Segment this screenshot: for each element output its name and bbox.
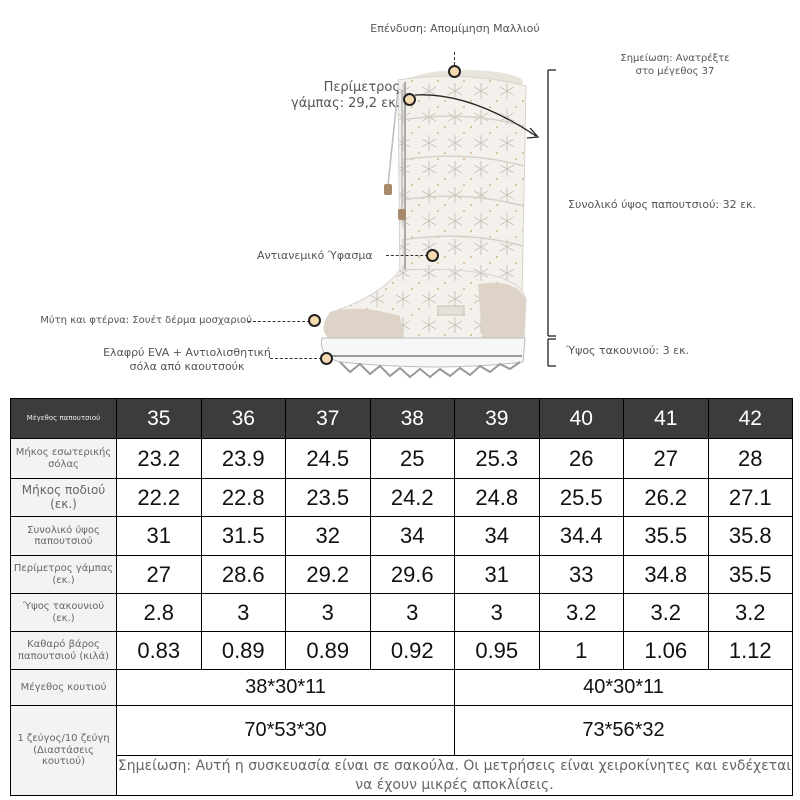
value-cell: 35.8	[708, 517, 793, 556]
value-cell: 34	[455, 517, 540, 556]
note-row	[11, 756, 793, 796]
value-cell: 33	[539, 556, 624, 594]
value-cell: 28.6	[201, 556, 286, 594]
lining-callout: Επένδυση: Απομίμηση Μαλλιού	[370, 22, 540, 35]
lining-marker	[448, 65, 461, 78]
value-cell: 31	[455, 556, 540, 594]
value-cell: 3.2	[708, 594, 793, 632]
box-size-label: Μέγεθος κουτιού	[11, 670, 117, 706]
heel-height-callout: Ύψος τακουνιού: 3 εκ.	[566, 344, 690, 357]
table-row	[11, 479, 793, 517]
value-cell: 0.89	[286, 632, 371, 670]
value-cell: 29.6	[370, 556, 455, 594]
value-cell: 32	[286, 517, 371, 556]
value-cell: 27	[624, 439, 709, 479]
row-label: Μήκος ποδιού (εκ.)	[11, 479, 117, 517]
row-label: Περίμετρος γάμπας (εκ.)	[11, 556, 117, 594]
table-row	[11, 439, 793, 479]
value-cell: 3.2	[539, 594, 624, 632]
total-height-callout: Συνολικό ύψος παπουτσιού: 32 εκ.	[568, 198, 757, 211]
toe-marker	[308, 314, 321, 327]
value-cell: 27	[117, 556, 202, 594]
value-cell: 25	[370, 439, 455, 479]
value-cell: 25.3	[455, 439, 540, 479]
value-cell: 24.2	[370, 479, 455, 517]
size-cell: 37	[286, 399, 371, 439]
sole-callout: Ελαφρύ EVA + Αντιολισθητική σόλα από καουτσούκ	[103, 346, 271, 373]
value-cell: 25.5	[539, 479, 624, 517]
table-row	[11, 632, 793, 670]
row-label: Μήκος εσωτερικής σόλας	[11, 439, 117, 479]
size-cell: 35	[117, 399, 202, 439]
value-cell: 3	[370, 594, 455, 632]
value-cell: 29.2	[286, 556, 371, 594]
box-size-value: 38*30*11	[117, 670, 455, 706]
value-cell: 1.06	[624, 632, 709, 670]
value-cell: 26.2	[624, 479, 709, 517]
size-cell: 42	[708, 399, 793, 439]
calf-marker	[403, 93, 416, 106]
table-row	[11, 517, 793, 556]
value-cell: 22.2	[117, 479, 202, 517]
value-cell: 1.12	[708, 632, 793, 670]
size-cell: 38	[370, 399, 455, 439]
note-callout: Σημείωση: Ανατρέξτε στο μέγεθος 37	[620, 53, 730, 77]
size-chart-table	[10, 398, 793, 796]
value-cell: 24.8	[455, 479, 540, 517]
table-row	[11, 594, 793, 632]
size-cell: 36	[201, 399, 286, 439]
calf-callout: Περίμετρος γάμπας: 29,2 εκ.	[291, 80, 400, 112]
size-header-label: Μέγεθος παπουτσιού	[11, 399, 117, 439]
value-cell: 24.5	[286, 439, 371, 479]
value-cell: 2.8	[117, 594, 202, 632]
size-cell: 40	[539, 399, 624, 439]
carton-size-value: 70*53*30	[117, 706, 455, 756]
product-area	[0, 0, 800, 398]
row-label: Ύψος τακουνιού (εκ.)	[11, 594, 117, 632]
value-cell: 0.92	[370, 632, 455, 670]
value-cell: 0.83	[117, 632, 202, 670]
value-cell: 26	[539, 439, 624, 479]
value-cell: 31.5	[201, 517, 286, 556]
carton-size-value: 73*56*32	[455, 706, 793, 756]
toe-heel-callout: Μύτη και φτέρνα: Σουέτ δέρμα μοσχαριού	[40, 315, 252, 326]
value-cell: 23.5	[286, 479, 371, 517]
value-cell: 0.89	[201, 632, 286, 670]
toe-connector	[248, 321, 310, 322]
table-row	[11, 556, 793, 594]
row-label: Συνολικό ύψος παπουτσιού	[11, 517, 117, 556]
size-cell: 41	[624, 399, 709, 439]
value-cell: 31	[117, 517, 202, 556]
value-cell: 34	[370, 517, 455, 556]
value-cell: 0.95	[455, 632, 540, 670]
row-label: Καθαρό βάρος παπουτσιού (κιλά)	[11, 632, 117, 670]
sole-connector	[270, 358, 322, 359]
value-cell: 22.8	[201, 479, 286, 517]
sole-marker	[320, 352, 333, 365]
value-cell: 35.5	[624, 517, 709, 556]
value-cell: 3	[286, 594, 371, 632]
fabric-callout: Αντιανεμικό Ύφασμα	[257, 249, 373, 262]
value-cell: 34.4	[539, 517, 624, 556]
value-cell: 1	[539, 632, 624, 670]
value-cell: 35.5	[708, 556, 793, 594]
value-cell: 3.2	[624, 594, 709, 632]
size-cell: 39	[455, 399, 540, 439]
carton-size-row	[11, 706, 793, 756]
value-cell: 27.1	[708, 479, 793, 517]
value-cell: 23.9	[201, 439, 286, 479]
carton-size-label: 1 ζεύγος/10 ζεύγη (Διαστάσεις κουτιού)	[11, 706, 117, 796]
value-cell: 23.2	[117, 439, 202, 479]
fabric-marker	[426, 249, 439, 262]
size-header-row	[11, 399, 793, 439]
packaging-note: Σημείωση: Αυτή η συσκευασία είναι σε σακούλα. Οι μετρήσεις είναι χειροκίνητες και ενδέχεται να έχουν μικρές αποκλίσεις.	[117, 756, 793, 796]
box-size-row	[11, 670, 793, 706]
value-cell: 3	[201, 594, 286, 632]
box-size-value: 40*30*11	[455, 670, 793, 706]
value-cell: 28	[708, 439, 793, 479]
value-cell: 34.8	[624, 556, 709, 594]
value-cell: 3	[455, 594, 540, 632]
